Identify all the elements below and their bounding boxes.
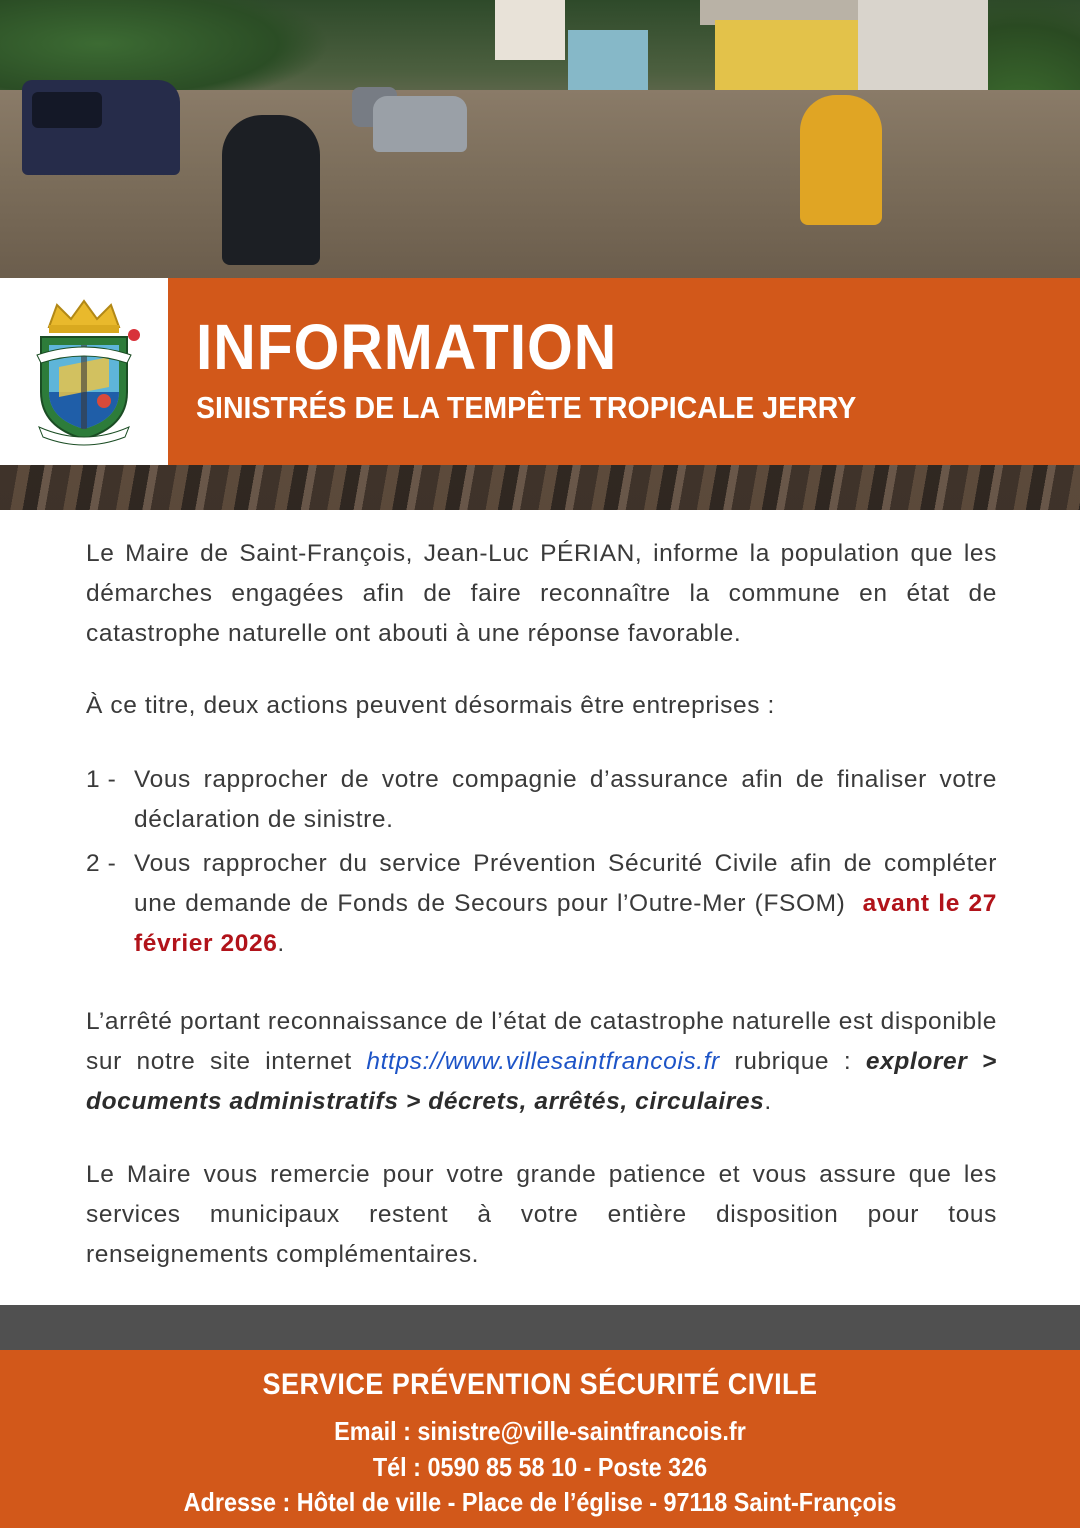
contact-footer — [0, 1350, 1080, 1528]
contact-address: Adresse : Hôtel de ville - Place de l’église - 97118 Saint-François — [183, 1487, 897, 1517]
website-link[interactable]: https://www.villesaintfrancois.fr — [366, 1048, 720, 1075]
list-item: 2 - Vous rapprocher du service Prévention Sécurité Civile afin de compléter une demande de Fonds de Secours pour l’Outre-Mer (FSOM) avant le 27 février 2026. — [86, 844, 997, 964]
deadline-date: avant le 27 février 2026 — [134, 890, 997, 957]
list-text: Vous rapprocher du service Prévention Sécurité Civile afin de compléter une demande de Fonds de Secours pour l’Outre-Mer (FSOM) — [134, 850, 997, 917]
footer-divider — [0, 1305, 1080, 1350]
menu-path: explorer > documents administratifs > décrets, arrêtés, circulaires — [86, 1048, 997, 1115]
decree-paragraph: L’arrêté portant reconnaissance de l’état de catastrophe naturelle est disponible sur notre site internet https://www.villesaintfrancois.fr rubrique : explorer > documents administratifs > décrets, arrêtés, circulaires. — [86, 1008, 997, 1115]
contact-email[interactable]: Email : sinistre@ville-saintfrancois.fr — [334, 1416, 746, 1446]
page-title: INFORMATION — [196, 311, 618, 383]
contact-phone[interactable]: Tél : 0590 85 58 10 - Poste 326 — [372, 1452, 708, 1482]
closing-paragraph: Le Maire vous remercie pour votre grande patience et vous assure que les services municipaux restent à votre entière disposition pour tous renseignements complémentaires. — [86, 1161, 997, 1268]
list-text: Vous rapprocher de votre compagnie d’assurance afin de finaliser votre déclaration de sinistre. — [134, 766, 997, 833]
list-number: 2 - — [86, 850, 117, 877]
list-item — [86, 760, 997, 840]
logo-box — [0, 278, 168, 465]
person-yellow-raincoat — [800, 95, 882, 225]
page-subtitle: SINISTRÉS DE LA TEMPÊTE TROPICALE JERRY — [196, 390, 857, 425]
intro-paragraph: Le Maire de Saint-François, Jean-Luc PÉRIAN, informe la population que les démarches engagées afin de faire reconnaître la commune en état de catastrophe naturelle ont abouti à une réponse favorable. — [86, 540, 997, 647]
car — [373, 96, 467, 152]
list-number: 1 - — [86, 766, 117, 793]
service-name: SERVICE PRÉVENTION SÉCURITÉ CIVILE — [262, 1368, 818, 1401]
coat-of-arms-icon — [19, 297, 149, 447]
title-banner — [168, 278, 1080, 465]
actions-intro: À ce titre, deux actions peuvent désormais être entreprises : — [86, 692, 775, 719]
person-dark-jacket — [222, 115, 320, 265]
debris — [0, 465, 1080, 510]
